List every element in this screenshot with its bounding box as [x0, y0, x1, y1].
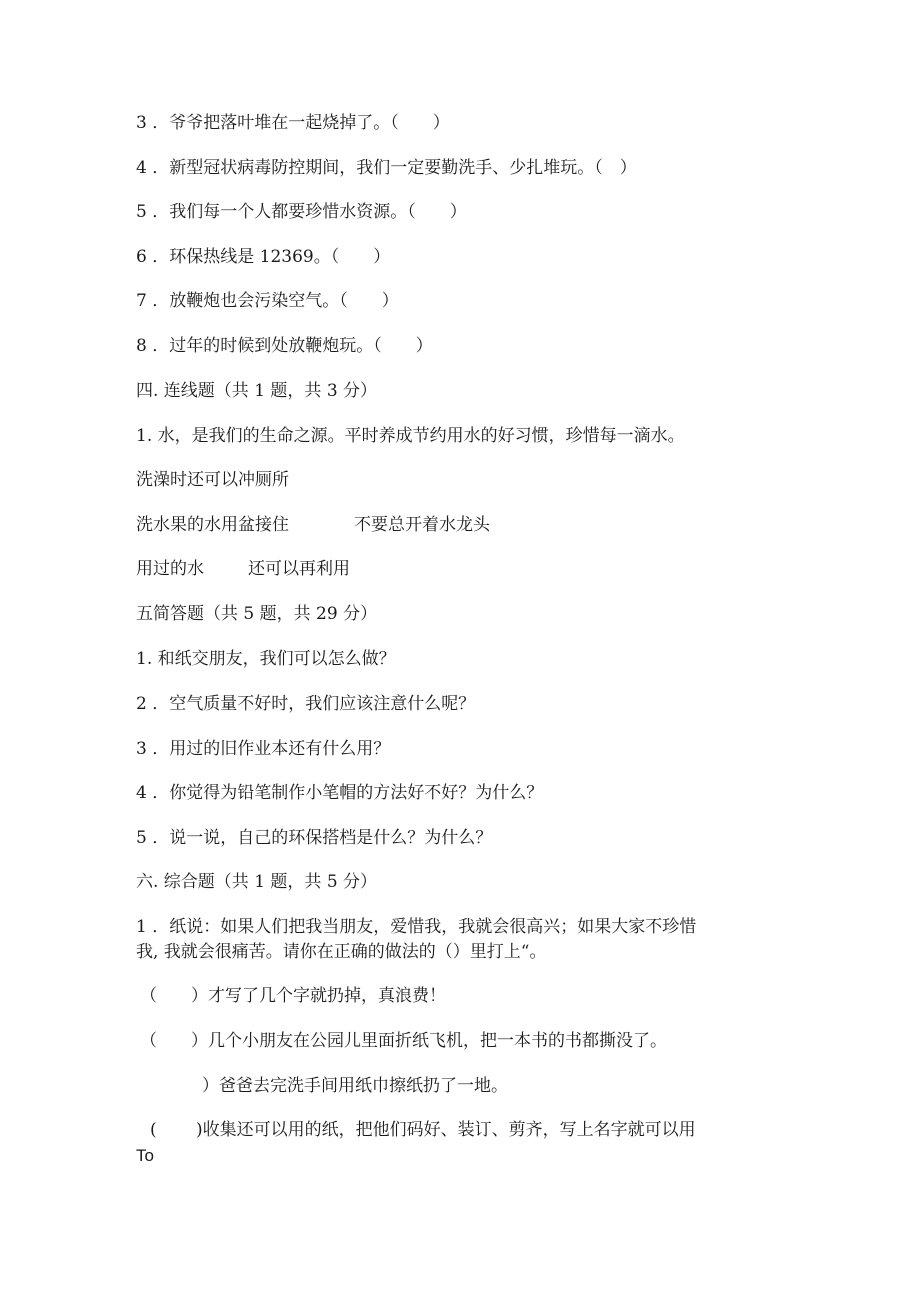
- comprehensive-option-3: ）爸爸去完洗手间用纸巾擦纸扔了一地。: [202, 1076, 508, 1096]
- matching-item: 还可以再利用: [248, 559, 350, 579]
- judgement-item-4: 4 ．新型冠状病毒防控期间，我们一定要勤洗手、少扎堆玩。（ ）: [136, 158, 637, 178]
- short-answer-question-3: 3 ．用过的旧作业本还有什么用？: [136, 739, 391, 759]
- matching-item: 洗澡时还可以冲厕所: [136, 470, 289, 490]
- judgement-item-3: 3 ．爷爷把落叶堆在一起烧掉了。（ ）: [136, 113, 450, 133]
- comprehensive-option-4: ( )收集还可以用的纸，把他们码好、装订、剪齐，写上名字就可以用: [150, 1120, 696, 1140]
- short-answer-question-2: 2 ．空气质量不好时，我们应该注意什么呢？: [136, 694, 476, 714]
- short-answer-question-1: 1. 和纸交朋友，我们可以怎么做？: [136, 649, 396, 669]
- section-heading-short-answer: 五简答题（共 5 题，共 29 分）: [136, 604, 378, 624]
- judgement-item-7: 7 ．放鞭炮也会污染空气。（ ）: [136, 291, 399, 311]
- comprehensive-option-4-continuation: To: [136, 1146, 154, 1165]
- comprehensive-question-line-2: 我, 我就会很痛苦。请你在正确的做法的（）里打上“。: [136, 942, 547, 962]
- section-heading-matching: 四. 连线题（共 1 题，共 3 分）: [136, 381, 378, 401]
- matching-question: 1. 水，是我们的生命之源。平时养成节约用水的好习惯，珍惜每一滴水。: [136, 426, 685, 446]
- short-answer-question-5: 5 ．说一说，自己的环保搭档是什么？为什么？: [136, 828, 493, 848]
- matching-item: 不要总开着水龙头: [354, 515, 490, 535]
- short-answer-question-4: 4 ．你觉得为铅笔制作小笔帽的方法好不好？为什么？: [136, 783, 544, 803]
- comprehensive-option-1: （ ）才写了几个字就扔掉，真浪费！: [140, 986, 446, 1006]
- matching-item: 洗水果的水用盆接住: [136, 515, 289, 535]
- matching-item: 用过的水: [136, 559, 204, 579]
- judgement-item-6: 6 ．环保热线是 12369。（ ）: [136, 247, 391, 267]
- judgement-item-5: 5 ．我们每一个人都要珍惜水资源。（ ）: [136, 202, 467, 222]
- comprehensive-question-line-1: 1 ．纸说：如果人们把我当朋友，爱惜我，我就会很高兴；如果大家不珍惜: [136, 917, 697, 937]
- judgement-item-8: 8 ．过年的时候到处放鞭炮玩。（ ）: [136, 336, 433, 356]
- comprehensive-option-2: （ ）几个小朋友在公园儿里面折纸飞机，把一本书的书都撕没了。: [140, 1031, 667, 1051]
- section-heading-comprehensive: 六. 综合题（共 1 题，共 5 分）: [136, 872, 378, 892]
